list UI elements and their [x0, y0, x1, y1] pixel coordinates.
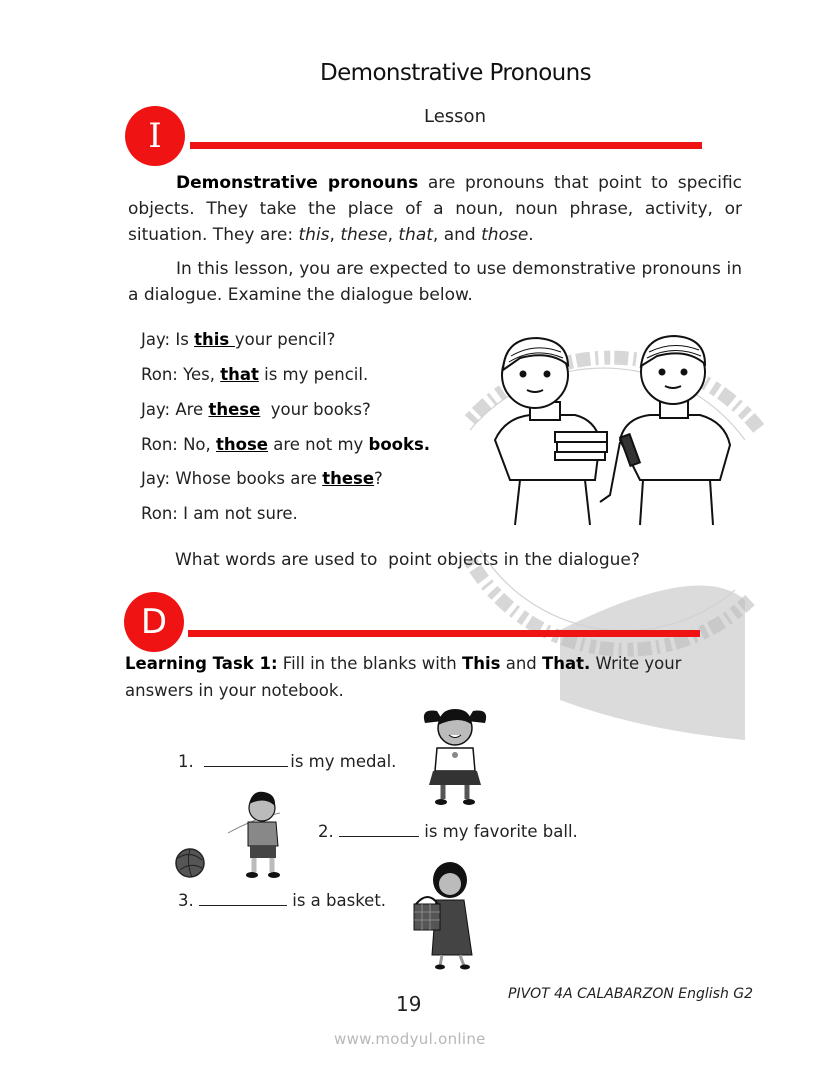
dialogue-line	[141, 365, 368, 384]
page-number: 19	[396, 992, 422, 1016]
exercise-item-2	[318, 822, 578, 841]
exercise-item-3	[178, 891, 386, 910]
pronoun-highlight: those	[216, 435, 268, 454]
separator: , and	[432, 225, 482, 245]
task-label: Learning Task 1:	[125, 654, 278, 673]
dialogue-text: ?	[374, 469, 383, 488]
item-text: is my medal.	[290, 752, 397, 771]
section-i-divider	[190, 142, 702, 149]
website-watermark: www.modyul.online	[334, 1030, 486, 1048]
dialogue-text: is my pencil.	[258, 365, 369, 384]
boys-illustration	[475, 330, 745, 530]
task-text: and	[500, 654, 543, 673]
dialogue-text: your books?	[260, 400, 371, 419]
intro-paragraph	[128, 170, 742, 248]
instruction-text: In this lesson, you are expected to use demonstrative pronouns in a dialogue. Examine the dialogue below.	[128, 259, 742, 305]
item-text: is my favorite ball.	[424, 822, 578, 841]
example-these: these	[340, 225, 388, 245]
pronoun-highlight: this	[194, 330, 235, 349]
answer-blank[interactable]	[199, 891, 287, 906]
section-d-letter: D	[140, 602, 168, 642]
section-d-divider	[188, 630, 700, 637]
example-those: those	[481, 225, 529, 245]
pronoun-highlight: these	[208, 400, 261, 419]
dialogue-line	[141, 400, 371, 419]
exercise-item-1	[178, 752, 396, 771]
dialogue-line	[141, 504, 298, 523]
section-i-letter: I	[148, 116, 162, 156]
learning-task-instructions	[125, 650, 745, 704]
period: .	[528, 225, 534, 245]
instruction-paragraph	[128, 256, 742, 308]
task-word-this: This	[461, 654, 501, 673]
task-text: Fill in the blanks with	[277, 654, 462, 673]
task-word-that: That.	[542, 654, 591, 673]
example-that: that	[398, 225, 433, 245]
task-text: Write your answers in your notebook.	[125, 654, 682, 700]
pronoun-highlight: that	[220, 365, 259, 384]
item-number: 1.	[178, 752, 194, 771]
section-label-lesson: Lesson	[424, 106, 486, 127]
dialogue-text: Jay: Whose books are	[141, 469, 323, 488]
footer-reference: PIVOT 4A CALABARZON English G2	[508, 986, 754, 1002]
dialogue-text: Ron: Yes,	[141, 365, 221, 384]
dialogue-text: Jay: Are	[141, 400, 209, 419]
separator: ,	[329, 225, 341, 245]
dialogue-text: Ron: I am not sure.	[141, 504, 298, 523]
example-this: this	[298, 225, 330, 245]
dialogue-text: Ron: No,	[141, 435, 217, 454]
answer-blank[interactable]	[204, 752, 288, 767]
item-number: 3.	[178, 891, 194, 910]
answer-blank[interactable]	[339, 822, 419, 837]
dialogue-text: are not my	[268, 435, 369, 454]
bold-word-books: books.	[368, 435, 431, 454]
item-text: is a basket.	[292, 891, 387, 910]
dialogue-text: Jay: Is	[141, 330, 195, 349]
term-demonstrative-pronouns: Demonstrative pronouns	[176, 173, 419, 193]
question-text: What words are used to point objects in the dialogue?	[175, 550, 640, 570]
dialogue-text: your pencil?	[234, 330, 336, 349]
girl-medal-illustration	[415, 703, 495, 808]
boy-ball-illustration	[170, 788, 310, 883]
dialogue-line	[141, 330, 335, 349]
section-d-badge	[124, 592, 184, 652]
separator: ,	[387, 225, 399, 245]
pronoun-highlight: these	[322, 469, 375, 488]
dialogue-line	[141, 435, 430, 454]
section-i-badge	[125, 106, 185, 166]
girl-basket-illustration	[410, 860, 480, 970]
page-title: Demonstrative Pronouns	[319, 60, 592, 86]
dialogue-line	[141, 469, 383, 488]
intro-text: are pronouns that point to specific objects. They take the place of a noun, noun phrase, activity, or situation. They are:	[128, 173, 743, 245]
item-number: 2.	[318, 822, 334, 841]
